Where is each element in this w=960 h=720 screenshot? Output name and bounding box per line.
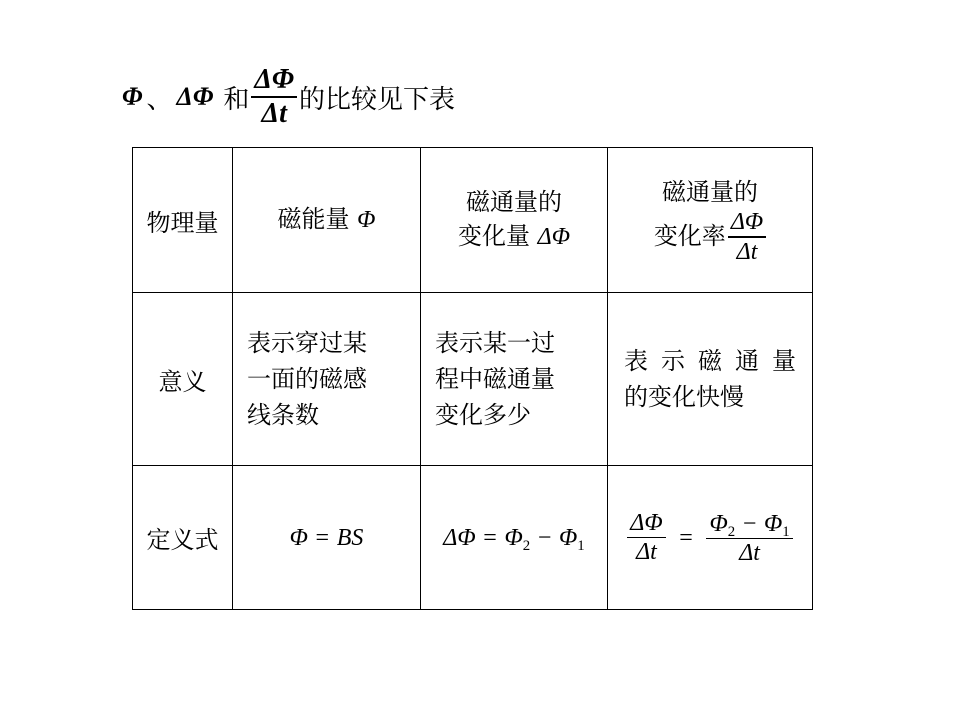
header-flux-rate xyxy=(608,148,813,293)
f3-phi1: Φ xyxy=(764,510,783,537)
definition-flux-change-formula xyxy=(421,466,608,610)
table-header-row xyxy=(133,148,813,293)
heading-fraction xyxy=(251,66,297,128)
definition-label-cell xyxy=(133,466,233,610)
definition-flux-rate-formula xyxy=(608,466,813,610)
heading-separator: 、 xyxy=(146,84,173,115)
f2-phi2: Φ xyxy=(504,525,523,551)
meaning-flux-change-cell xyxy=(421,293,608,466)
meaning-flux-line: 一面的磁感 xyxy=(247,365,367,393)
header-flux-rate-denominator: Δt xyxy=(736,238,758,265)
f3-phi2-subscript: 2 xyxy=(727,523,736,540)
meaning-flux-rate-line: 的变化快慢 xyxy=(624,383,744,411)
f3-equals: = xyxy=(679,524,693,551)
f2-minus: − xyxy=(537,525,552,551)
f2-phi1: Φ xyxy=(559,525,578,551)
table-row-meaning xyxy=(133,293,813,466)
meaning-flux-rate-line: 表示磁通量 xyxy=(624,347,796,375)
f3-phi2: Φ xyxy=(709,510,728,537)
header-flux-change-line1: 磁通量的 xyxy=(466,187,562,216)
heading-phi: Φ xyxy=(122,82,143,111)
f1-lhs: Φ xyxy=(289,525,308,551)
comparison-table xyxy=(132,147,813,610)
heading-tail: 的比较见下表 xyxy=(299,84,456,115)
header-quantity xyxy=(133,148,233,293)
header-quantity-label: 物理量 xyxy=(146,208,219,237)
heading-delta-phi: ΔΦ xyxy=(176,82,214,111)
header-flux-rate-numerator: ΔΦ xyxy=(730,208,764,235)
f3-rhs-bar xyxy=(706,538,792,539)
f2-lhs: ΔΦ xyxy=(443,525,476,551)
header-flux-label: 磁能量 xyxy=(277,204,350,233)
meaning-label: 意义 xyxy=(158,367,207,396)
meaning-flux-change-line: 变化多少 xyxy=(435,401,531,429)
header-flux-change xyxy=(421,148,608,293)
f3-lhs-denominator: Δt xyxy=(636,539,657,565)
meaning-flux-rate-cell xyxy=(608,293,813,466)
meaning-flux-change-line: 程中磁通量 xyxy=(435,365,555,393)
meaning-label-cell xyxy=(133,293,233,466)
header-flux xyxy=(233,148,421,293)
meaning-flux-line: 线条数 xyxy=(247,401,319,429)
header-flux-rate-bar xyxy=(728,236,766,238)
f2-equals: = xyxy=(483,525,497,551)
heading-fraction-numerator: ΔΦ xyxy=(254,64,295,95)
header-flux-change-line2 xyxy=(421,220,607,255)
f2-phi2-subscript: 2 xyxy=(522,538,531,555)
f3-rhs-denominator: Δt xyxy=(739,539,760,566)
header-flux-rate-line1: 磁通量的 xyxy=(662,178,758,207)
definition-label: 定义式 xyxy=(146,526,219,554)
meaning-flux-line: 表示穿过某 xyxy=(247,329,367,357)
header-flux-rate-label: 变化率 xyxy=(653,222,726,250)
f3-rhs-fraction xyxy=(706,511,792,565)
definition-flux-formula xyxy=(233,466,421,610)
header-flux-rate-fraction xyxy=(728,210,766,264)
meaning-flux-change-line: 表示某一过 xyxy=(435,329,555,357)
heading-fraction-denominator: Δt xyxy=(261,98,287,129)
f3-lhs-numerator: ΔΦ xyxy=(630,510,663,536)
heading-and: 和 xyxy=(223,84,250,115)
f1-equals: = xyxy=(315,525,330,551)
meaning-flux-cell xyxy=(233,293,421,466)
header-flux-symbol: Φ xyxy=(357,206,376,233)
f3-phi1-subscript: 1 xyxy=(782,523,790,540)
f1-rhs: BS xyxy=(336,525,364,551)
header-flux-rate-line2 xyxy=(654,210,766,264)
f3-rhs-numerator xyxy=(706,510,792,540)
page-heading xyxy=(122,62,455,132)
f3-lhs-bar xyxy=(627,537,665,538)
f3-lhs-fraction xyxy=(627,511,665,564)
f2-phi1-subscript: 1 xyxy=(577,538,585,555)
table-row-definition xyxy=(133,466,813,610)
header-flux-change-symbol: ΔΦ xyxy=(537,223,570,250)
header-flux-change-label: 变化量 xyxy=(458,221,530,250)
f3-minus: − xyxy=(742,510,757,537)
